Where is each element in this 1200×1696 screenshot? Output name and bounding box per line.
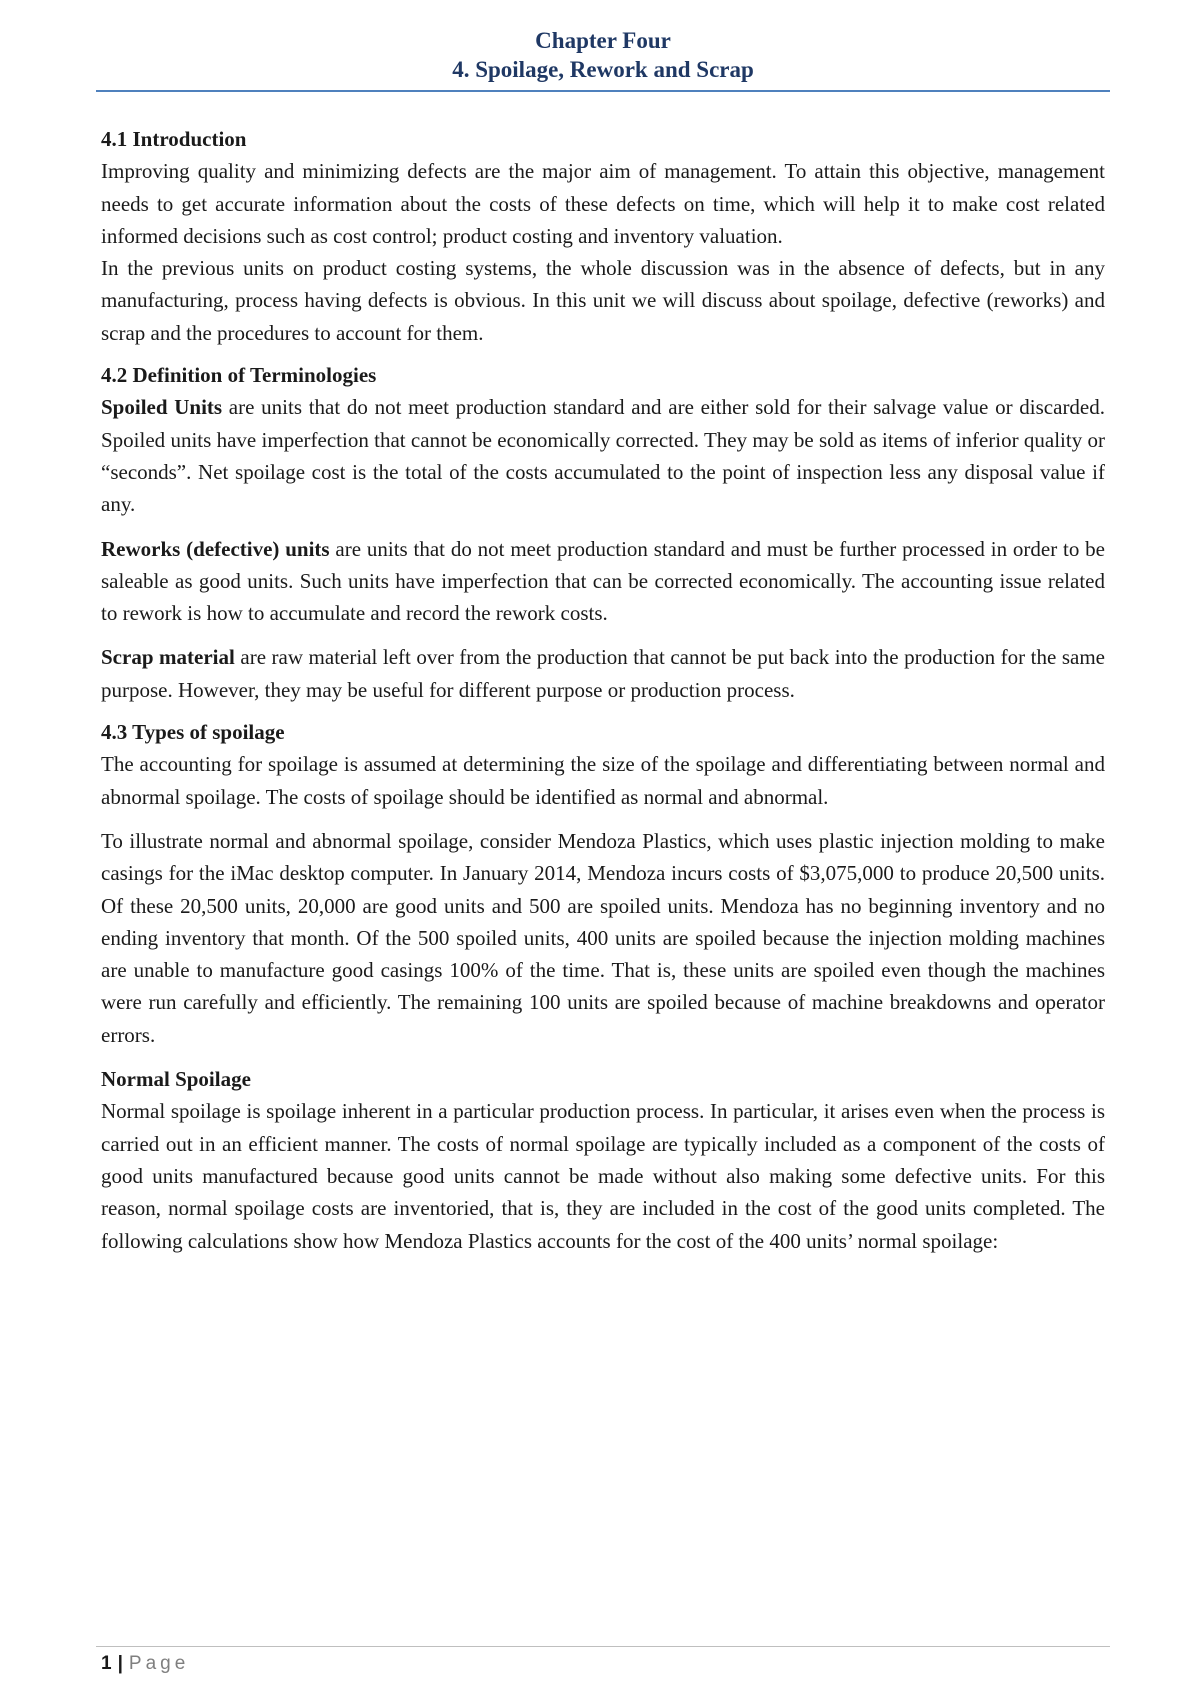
chapter-title: 4. Spoilage, Rework and Scrap [452, 57, 754, 82]
definition-spoiled-units [101, 391, 1105, 520]
page-header [96, 26, 1110, 84]
page-number: 1 [101, 1653, 112, 1674]
chapter-label: Chapter Four [535, 28, 671, 53]
definition-scrap-material [101, 641, 1105, 706]
section-heading-introduction: 4.1 Introduction [101, 127, 247, 151]
page-label: Page [128, 1653, 190, 1674]
section-heading-definitions: 4.2 Definition of Terminologies [101, 363, 377, 388]
section-heading-normal-spoilage: Normal Spoilage [101, 1067, 251, 1092]
term-rework-units: Reworks (defective) units [101, 536, 330, 561]
term-scrap-material: Scrap material [101, 645, 235, 670]
term-spoiled-units: Spoiled Units [101, 395, 223, 420]
intro-paragraph-2: In the previous units on product costing systems, the whole discussion was in the absence of defects, but in any manufacturing, process having defects is obvious. In this unit we will discuss about spoilage, defective (reworks) and scrap and the procedures to account for them. [101, 256, 1105, 345]
normal-spoilage-paragraph: Normal spoilage is spoilage inherent in a particular production process. In particular, it arises even when the process is carried out in an efficient manner. The costs of normal spoilage are typically included as a component of the costs of good units manufactured because good units cannot be made without also making some defective units. For this reason, normal spoilage costs are inventoried, that is, they are included in the cost of the good units completed. The following calculations show how Mendoza Plastics accounts for the cost of the 400 units’ normal spoilage: [101, 1099, 1105, 1253]
definition-text: are raw material left over from the production that cannot be put back into the production for the same purpose. However, they may be useful for different purpose or production process. [101, 645, 1106, 702]
definition-rework-units [101, 533, 1105, 630]
footer-divider [96, 1646, 1110, 1647]
header-divider [96, 90, 1110, 92]
types-paragraph-1: The accounting for spoilage is assumed at determining the size of the spoilage and differentiating between normal and abnormal spoilage. The costs of spoilage should be identified as normal and abnormal. [101, 752, 1105, 809]
definition-text: are units that do not meet production standard and must be further processed in order to be saleable as good units. Such units have imperfection that can be corrected economically. The accounting issue related to rework is how to accumulate and record the rework costs. [101, 536, 1105, 626]
definition-text: are units that do not meet production standard and are either sold for their salvage value or discarded. Spoiled units have imperfection that cannot be economically corrected. They may be sold as items of inferior quality or “seconds”. Net spoilage cost is the total of the costs accumulated to the point of inspection less any disposal value if any. [101, 395, 1106, 517]
footer-separator: | [117, 1653, 123, 1674]
section-heading-types-of-spoilage: 4.3 Types of spoilage [101, 720, 285, 745]
intro-paragraph-1: Improving quality and minimizing defects are the major aim of management. To attain this objective, management needs to get accurate information about the costs of these defects on time, which will help it to make cost related informed decisions such as cost control; product costing and inventory valuation. [101, 159, 1105, 248]
types-paragraph-2: To illustrate normal and abnormal spoilage, consider Mendoza Plastics, which uses plastic injection molding to make casings for the iMac desktop computer. In January 2014, Mendoza incurs costs of $3,075,000 to produce 20,500 units. Of these 20,500 units, 20,000 are good units and 500 are spoiled units. Mendoza has no beginning inventory and no ending inventory that month. Of the 500 spoiled units, 400 units are spoiled because the injection molding machines are unable to manufacture good casings 100% of the time. That is, these units are spoiled even though the machines were run carefully and efficiently. The remaining 100 units are spoiled because of machine breakdowns and operator errors. [101, 828, 1105, 1047]
page-footer [101, 1652, 189, 1676]
document-body [101, 123, 1105, 1257]
